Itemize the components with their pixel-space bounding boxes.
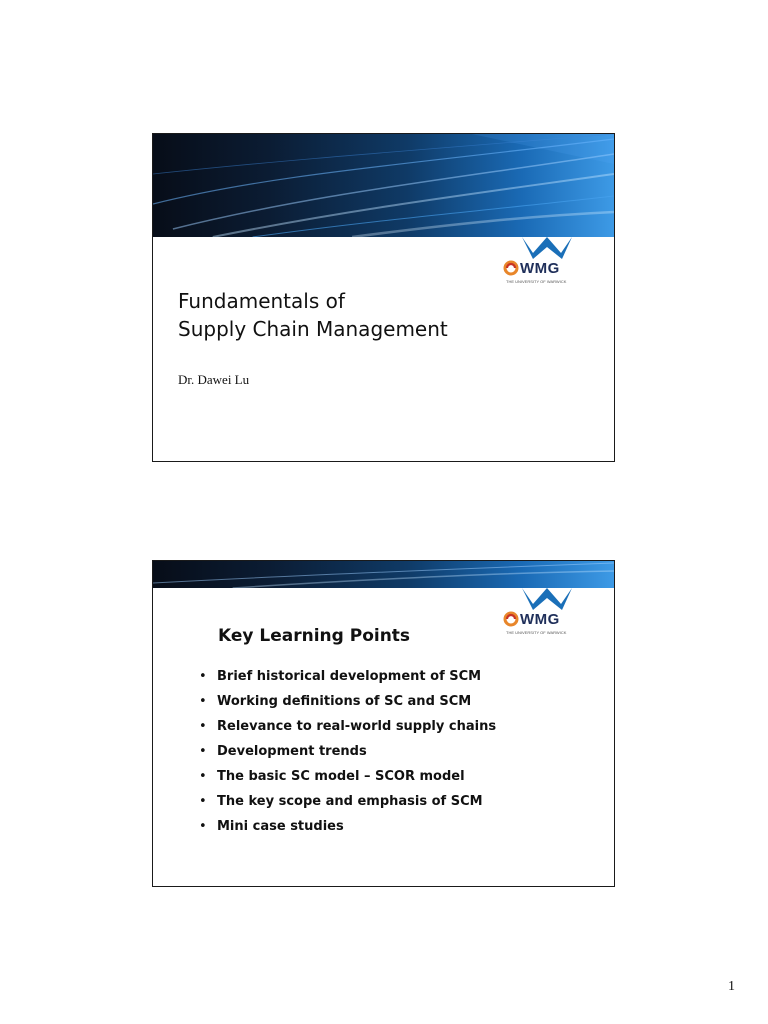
slide-header-banner <box>153 561 614 588</box>
logo-wordmark: WMG <box>520 611 560 628</box>
logo-subtitle: THE UNIVERSITY OF WARWICK <box>506 279 567 284</box>
slide-title-line-1: Fundamentals of <box>178 289 345 313</box>
author-name: Dr. Dawei Lu <box>178 372 250 387</box>
logo-wordmark: WMG <box>520 260 560 277</box>
bullet-icon: • <box>199 669 207 684</box>
light-streaks-graphic <box>153 134 614 237</box>
slide-heading: Key Learning Points <box>218 626 411 646</box>
slide-2 <box>152 560 615 887</box>
slide-header-banner <box>153 134 614 237</box>
list-item <box>199 764 496 789</box>
list-item <box>199 739 496 764</box>
list-item <box>199 789 496 814</box>
wmg-logo <box>502 588 594 640</box>
bullet-icon: • <box>199 819 207 834</box>
learning-points-list <box>199 664 496 839</box>
page-number: 1 <box>728 979 735 994</box>
list-item-text: The key scope and emphasis of SCM <box>217 794 483 809</box>
logo-subtitle: THE UNIVERSITY OF WARWICK <box>506 630 567 635</box>
list-item-text: Relevance to real-world supply chains <box>217 719 497 734</box>
list-item-text: Mini case studies <box>217 819 344 834</box>
slide-title-line-2: Supply Chain Management <box>178 317 448 341</box>
list-item <box>199 689 496 714</box>
bullet-icon: • <box>199 744 207 759</box>
light-streaks-graphic <box>153 561 614 588</box>
list-item-text: Brief historical development of SCM <box>217 669 482 684</box>
bullet-icon: • <box>199 769 207 784</box>
list-item <box>199 664 496 689</box>
bullet-icon: • <box>199 694 207 709</box>
wmg-logo <box>502 237 594 289</box>
bullet-icon: • <box>199 719 207 734</box>
list-item <box>199 714 496 739</box>
list-item-text: The basic SC model – SCOR model <box>217 769 465 784</box>
list-item-text: Working definitions of SC and SCM <box>217 694 472 709</box>
list-item <box>199 814 496 839</box>
list-item-text: Development trends <box>217 744 367 759</box>
bullet-icon: • <box>199 794 207 809</box>
slide-1 <box>152 133 615 462</box>
